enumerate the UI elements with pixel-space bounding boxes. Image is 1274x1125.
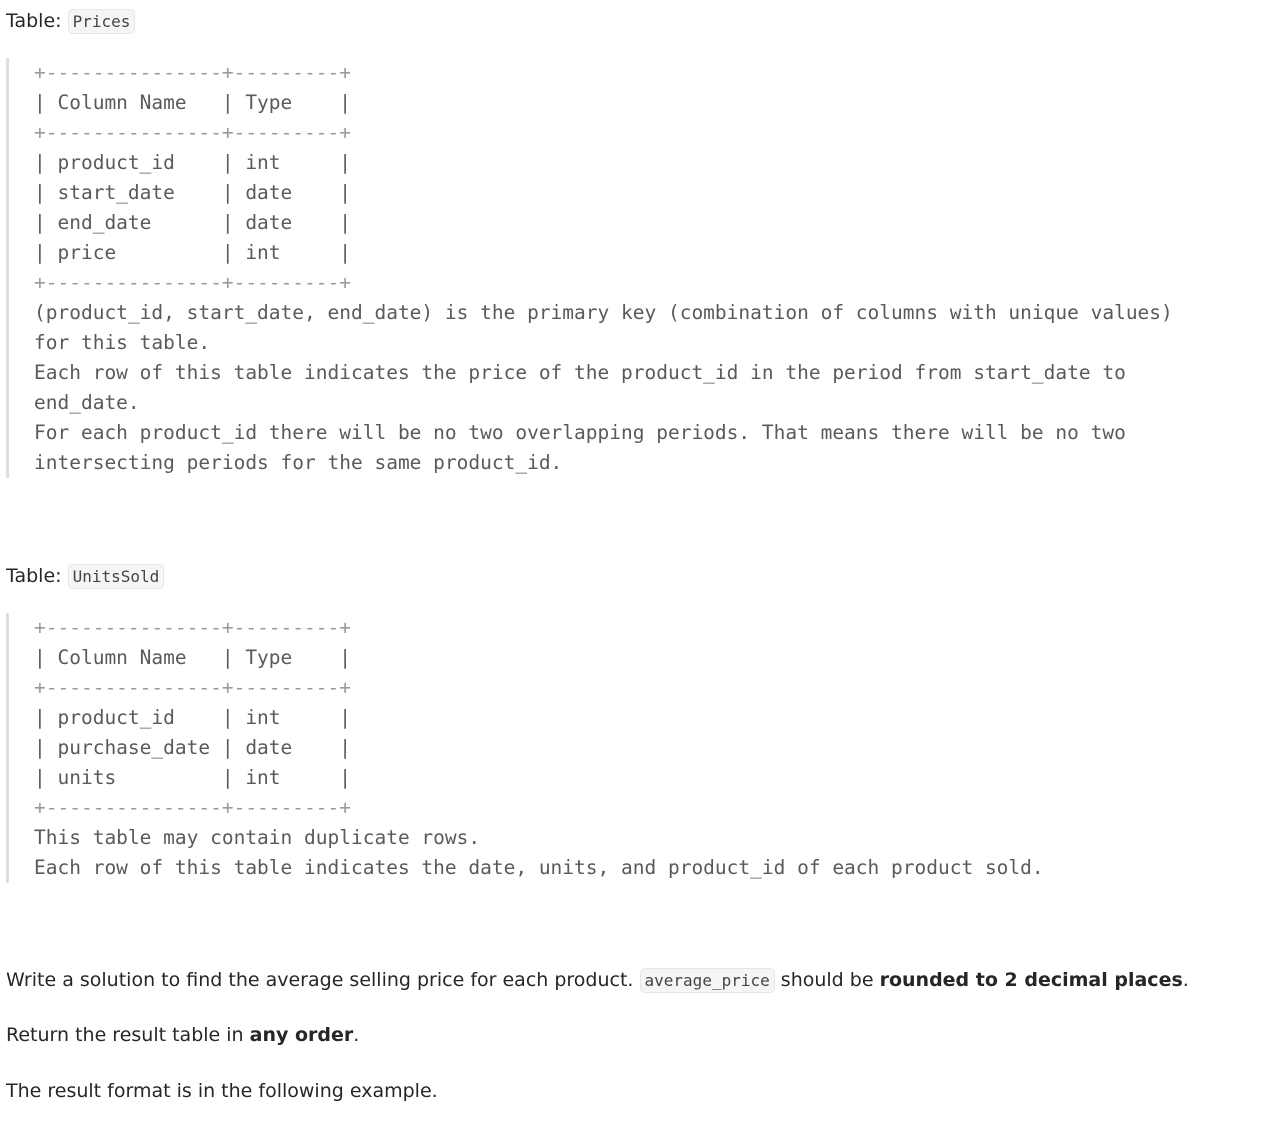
task-middle: should be bbox=[780, 969, 874, 991]
average-price-code: average_price bbox=[640, 968, 775, 993]
units-table-name: UnitsSold bbox=[68, 564, 165, 589]
order-paragraph bbox=[6, 1023, 359, 1047]
table-row: | end_date | date | bbox=[34, 211, 351, 234]
units-table-label bbox=[6, 564, 164, 589]
table-border-mid: +---------------+---------+ bbox=[34, 121, 351, 144]
task-prefix: Write a solution to find the average selling price for each product. bbox=[6, 969, 634, 991]
table-header-row: | Column Name | Type | bbox=[34, 646, 351, 669]
table-note-line: for this table. bbox=[34, 331, 211, 354]
table-note-line: For each product_id there will be no two overlapping periods. That means there will be no two bbox=[34, 421, 1126, 444]
table-row: | price | int | bbox=[34, 241, 351, 264]
prices-table-name: Prices bbox=[68, 9, 136, 34]
order-end: . bbox=[353, 1024, 360, 1046]
table-border-bottom: +---------------+---------+ bbox=[34, 796, 351, 819]
units-schema-block bbox=[6, 613, 1044, 883]
table-border-top: +---------------+---------+ bbox=[34, 616, 351, 639]
order-bold: any order bbox=[249, 1024, 354, 1046]
table-row: | units | int | bbox=[34, 766, 351, 789]
task-bold: rounded to 2 decimal places bbox=[879, 969, 1183, 991]
table-note-line: (product_id, start_date, end_date) is the primary key (combination of columns with unique values) bbox=[34, 301, 1173, 324]
table-border-top: +---------------+---------+ bbox=[34, 61, 351, 84]
table-row: | start_date | date | bbox=[34, 181, 351, 204]
prices-schema-block bbox=[6, 58, 1173, 478]
table-row: | purchase_date | date | bbox=[34, 736, 351, 759]
table-note-line: Each row of this table indicates the date, units, and product_id of each product sold. bbox=[34, 856, 1044, 879]
table-border-bottom: +---------------+---------+ bbox=[34, 271, 351, 294]
table-label-text: Table: bbox=[6, 10, 62, 32]
prices-table-label bbox=[6, 9, 135, 34]
table-border-mid: +---------------+---------+ bbox=[34, 676, 351, 699]
table-header-row: | Column Name | Type | bbox=[34, 91, 351, 114]
table-note-line: Each row of this table indicates the price of the product_id in the period from start_date to bbox=[34, 361, 1126, 384]
table-note-line: intersecting periods for the same product_id. bbox=[34, 451, 563, 474]
task-end: . bbox=[1182, 969, 1189, 991]
table-row: | product_id | int | bbox=[34, 706, 351, 729]
table-row: | product_id | int | bbox=[34, 151, 351, 174]
order-prefix: Return the result table in bbox=[6, 1024, 244, 1046]
table-note-line: This table may contain duplicate rows. bbox=[34, 826, 481, 849]
table-label-text: Table: bbox=[6, 565, 62, 587]
prices-schema-pre bbox=[34, 58, 1173, 478]
units-schema-pre bbox=[34, 613, 1044, 883]
format-note: The result format is in the following example. bbox=[6, 1080, 438, 1102]
table-note-line: end_date. bbox=[34, 391, 140, 414]
task-paragraph bbox=[6, 968, 1189, 993]
